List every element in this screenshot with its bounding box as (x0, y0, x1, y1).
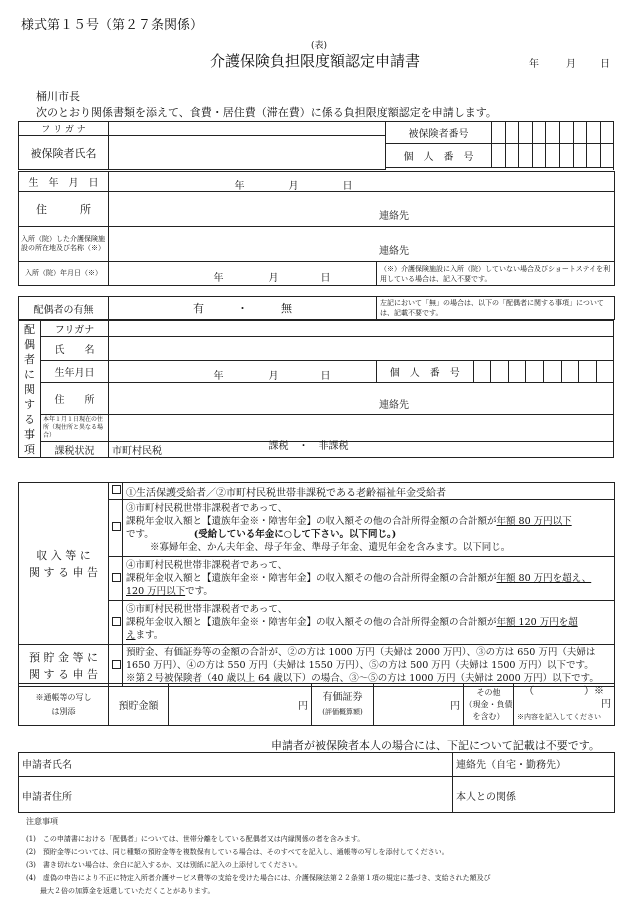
sonota-field[interactable]: （ ）※ 円 ※内容を記入してください (514, 684, 615, 726)
applicant-name-label: 申請者氏名 (22, 760, 72, 771)
note-item: (3) 書き切れない場合は、余白に記入するか、又は別紙に記入の上添付してください。 (26, 861, 302, 869)
applicant-relation-field[interactable] (453, 777, 615, 813)
savings-check[interactable] (109, 645, 123, 687)
spouse-furigana-field[interactable] (109, 321, 614, 337)
kojin-cell[interactable] (519, 144, 533, 168)
spouse-kojin-cell[interactable] (579, 361, 597, 383)
admission-field[interactable] (109, 262, 377, 286)
spouse-exists-label: 配偶者の有無 (19, 297, 109, 320)
page-title: 介護保険負担限度額認定申請書 (210, 52, 421, 70)
date-year: 年 (529, 59, 539, 70)
kojin-cell[interactable] (559, 144, 573, 168)
note-item: (4) 虚偽の申告により不正に特定入所者介護サービス費等の支給を受けた場合には、介護保険法第２２条第１項の規定に基づき、支給された額及び (26, 874, 491, 882)
spouse-name-label: 氏 名 (41, 337, 109, 361)
kojin-cell[interactable] (587, 144, 601, 168)
insured-number-cell[interactable] (573, 122, 587, 144)
spouse-birth-day: 日 (320, 370, 331, 382)
insured-number-cell[interactable] (559, 122, 573, 144)
furigana-field[interactable] (109, 122, 386, 136)
spouse-birth-field[interactable] (109, 361, 377, 383)
copy-note: ※通帳等の写し は別添 (19, 684, 109, 726)
insured-number-cell[interactable] (492, 122, 506, 144)
kojin-cell[interactable] (573, 144, 587, 168)
note-item: (1) この申請書における「配偶者」については、世帯分離をしている配偶者又は内縁関係の者を含みます。 (26, 835, 365, 843)
income-opt3: ③市町村民税世帯非課税者であって、 課税年金収入額と【遺族年金※・障害年金】の収入額その他の合計所得金額の合計額が年額 80 万円以下 です。 (受給している年金に○して下さい。以下同じ。) ※寡婦年金、かん夫年金、母子年金、準母子年金、遺児年金を含みます。以下同じ。 (123, 500, 615, 557)
applicant-header: 申請者が被保険者本人の場合には、下記について記載は不要です。 (271, 739, 600, 752)
spouse-side-label: 配 偶 者 に 関 す る 事 項 (19, 321, 41, 458)
kojin-label: 個 人 番 号 (386, 144, 492, 168)
spouse-contact: 連絡先 (379, 400, 409, 411)
applicant-address-label: 申請者住所 (22, 792, 72, 803)
spouse-tax-field[interactable] (109, 442, 614, 458)
kojin-cell[interactable] (492, 144, 506, 168)
spouse-exists-note: 左記において「無」の場合は、以下の「配偶者に関する事項」については、記載不要です。 (377, 297, 615, 320)
applicant-contact-label: 連絡先（自宅・勤務先） (456, 760, 566, 771)
spouse-jan1-label: 本年１月１日現在の住所（現住所と異なる場合） (41, 415, 109, 442)
note-item: 最大２倍の加算金を返還していただくことがあります。 (26, 887, 215, 895)
birth-day: 日 (342, 180, 353, 192)
spouse-address-label: 住 所 (41, 383, 109, 415)
income-check-1[interactable] (109, 483, 123, 500)
birth-month: 月 (288, 180, 299, 192)
date-day: 日 (600, 59, 610, 70)
income-opt4: ④市町村民税世帯非課税者であって、 課税年金収入額と【遺族年金※・障害年金】の収入額その他の合計所得金額の合計額が年額 80 万円を超え、 120 万円以下です。 (123, 557, 615, 601)
savings-amount-table (18, 683, 615, 726)
admission-label: 入所（院）年月日（※） (19, 262, 109, 286)
spouse-address-field[interactable] (109, 383, 614, 415)
address-contact: 連絡先 (379, 211, 409, 222)
birth-label: 生 年 月 日 (19, 172, 109, 192)
facility-field[interactable] (109, 227, 615, 262)
income-check-5[interactable] (109, 601, 123, 645)
applicant-name-field[interactable] (19, 753, 453, 777)
admission-year: 年 (213, 272, 224, 284)
insured-table (18, 121, 614, 170)
spouse-kojin-cell[interactable] (543, 361, 561, 383)
spouse-tax-label: 課税状況 (41, 442, 109, 458)
yuka-field[interactable]: 円 (374, 684, 464, 726)
spouse-table (18, 296, 615, 320)
yochokin-label: 預貯金額 (109, 684, 169, 726)
yochokin-field[interactable]: 円 (169, 684, 312, 726)
yuka-label: 有価証券 (評価概算額) (312, 684, 374, 726)
kojin-cell[interactable] (532, 144, 546, 168)
spouse-birth-month: 月 (268, 370, 279, 382)
applicant-contact-field[interactable] (453, 753, 615, 777)
admission-month: 月 (268, 272, 279, 284)
spouse-kojin-cell[interactable] (508, 361, 526, 383)
spouse-jan1-field[interactable] (109, 415, 614, 442)
spouse-tax-city: 市町村民税 (112, 446, 162, 457)
facility-label: 入所（院）した介護保険施設の所在地及び名称（※） (19, 227, 109, 262)
spouse-kojin-cell[interactable] (526, 361, 544, 383)
birth-year: 年 (234, 180, 245, 192)
insured-number-label: 被保険者番号 (386, 122, 492, 144)
addressee: 桶川市長 (36, 90, 80, 103)
kojin-cell[interactable] (546, 144, 560, 168)
spouse-detail-table (18, 320, 614, 458)
kojin-cell[interactable] (505, 144, 519, 168)
date-month: 月 (566, 59, 576, 70)
insured-name-field[interactable] (109, 136, 386, 170)
facility-contact: 連絡先 (379, 246, 409, 257)
insured-number-cell[interactable] (546, 122, 560, 144)
sonota-label: その他 （現金・負債 を含む） (464, 684, 514, 726)
savings-text: 預貯金、有価証券等の金額の合計が、②の方は 1000 万円（夫婦は 2000 万円）、③の方は 650 万円（夫婦は 1650 万円）、④の方は 550 万円（夫婦は 1550 万円）、⑤の方は 500 万円（夫婦は 1500 万円）以下です。 ※第２号被保険者（40 歳以上 64 歳以下）の場合、③～⑤の方は 1000 万円（夫婦は 2000 万円）以下です。 (123, 645, 615, 687)
spouse-kojin-label: 個 人 番 号 (377, 361, 474, 383)
spouse-exists-choice[interactable]: 有 ・ 無 (109, 297, 377, 320)
insured-number-cell[interactable] (519, 122, 533, 144)
omote-label: (表) (311, 41, 328, 51)
spouse-kojin-cell[interactable] (473, 361, 491, 383)
income-check-3[interactable] (109, 500, 123, 557)
insured-name-label: 被保険者氏名 (19, 136, 109, 170)
notes-title: 注意事項 (26, 817, 58, 826)
intro-text: 次のとおり関係書類を添えて、食費・居住費（滞在費）に係る負担限度額認定を申請します。 (36, 106, 497, 119)
income-label: 収 入 等 に 関 す る 申 告 (19, 483, 109, 645)
spouse-birth-year: 年 (213, 370, 224, 382)
applicant-relation-label: 本人との関係 (456, 792, 516, 803)
address-label: 住 所 (19, 192, 109, 227)
spouse-kojin-cell[interactable] (596, 361, 614, 383)
savings-label: 預 貯 金 等 に 関 す る 申 告 (19, 645, 109, 687)
insured-number-cell[interactable] (505, 122, 519, 144)
spouse-kojin-cell[interactable] (561, 361, 579, 383)
spouse-birth-label: 生年月日 (41, 361, 109, 383)
birth-field[interactable] (109, 172, 615, 192)
kojin-cell[interactable] (600, 144, 614, 168)
insured-table-2 (18, 171, 615, 286)
insured-number-cell[interactable] (587, 122, 601, 144)
furigana-label: フ リ ガ ナ (19, 122, 109, 136)
insured-number-cell[interactable] (600, 122, 614, 144)
income-check-4[interactable] (109, 557, 123, 601)
applicant-table (18, 752, 615, 813)
spouse-name-field[interactable] (109, 337, 614, 361)
admission-note: （※）介護保険施設に入所（院）していない場合及びショートステイを利用している場合は、記入不要です。 (377, 262, 615, 286)
spouse-furigana-label: フリガナ (41, 321, 109, 337)
income-opt1: ①生活保護受給者／②市町村民税世帯非課税である老齢福祉年金受給者 (123, 483, 615, 500)
spouse-kojin-cell[interactable] (491, 361, 509, 383)
address-field[interactable] (109, 192, 615, 227)
admission-day: 日 (320, 272, 331, 284)
form-number: 様式第１５号（第２７条関係） (21, 18, 204, 33)
insured-number-cell[interactable] (532, 122, 546, 144)
spouse-tax-choice: 課税 ・ 非課税 (268, 441, 349, 452)
note-item: (2) 預貯金等については、同じ種類の預貯金等を複数保有している場合は、そのすべてを記入し、通帳等の写しを添付してください。 (26, 848, 449, 856)
applicant-address-field[interactable] (19, 777, 453, 813)
income-table (18, 482, 615, 687)
income-opt5: ⑤市町村民税世帯非課税者であって、 課税年金収入額と【遺族年金※・障害年金】の収入額その他の合計所得金額の合計額が年額 120 万円を超 えます。 (123, 601, 615, 645)
